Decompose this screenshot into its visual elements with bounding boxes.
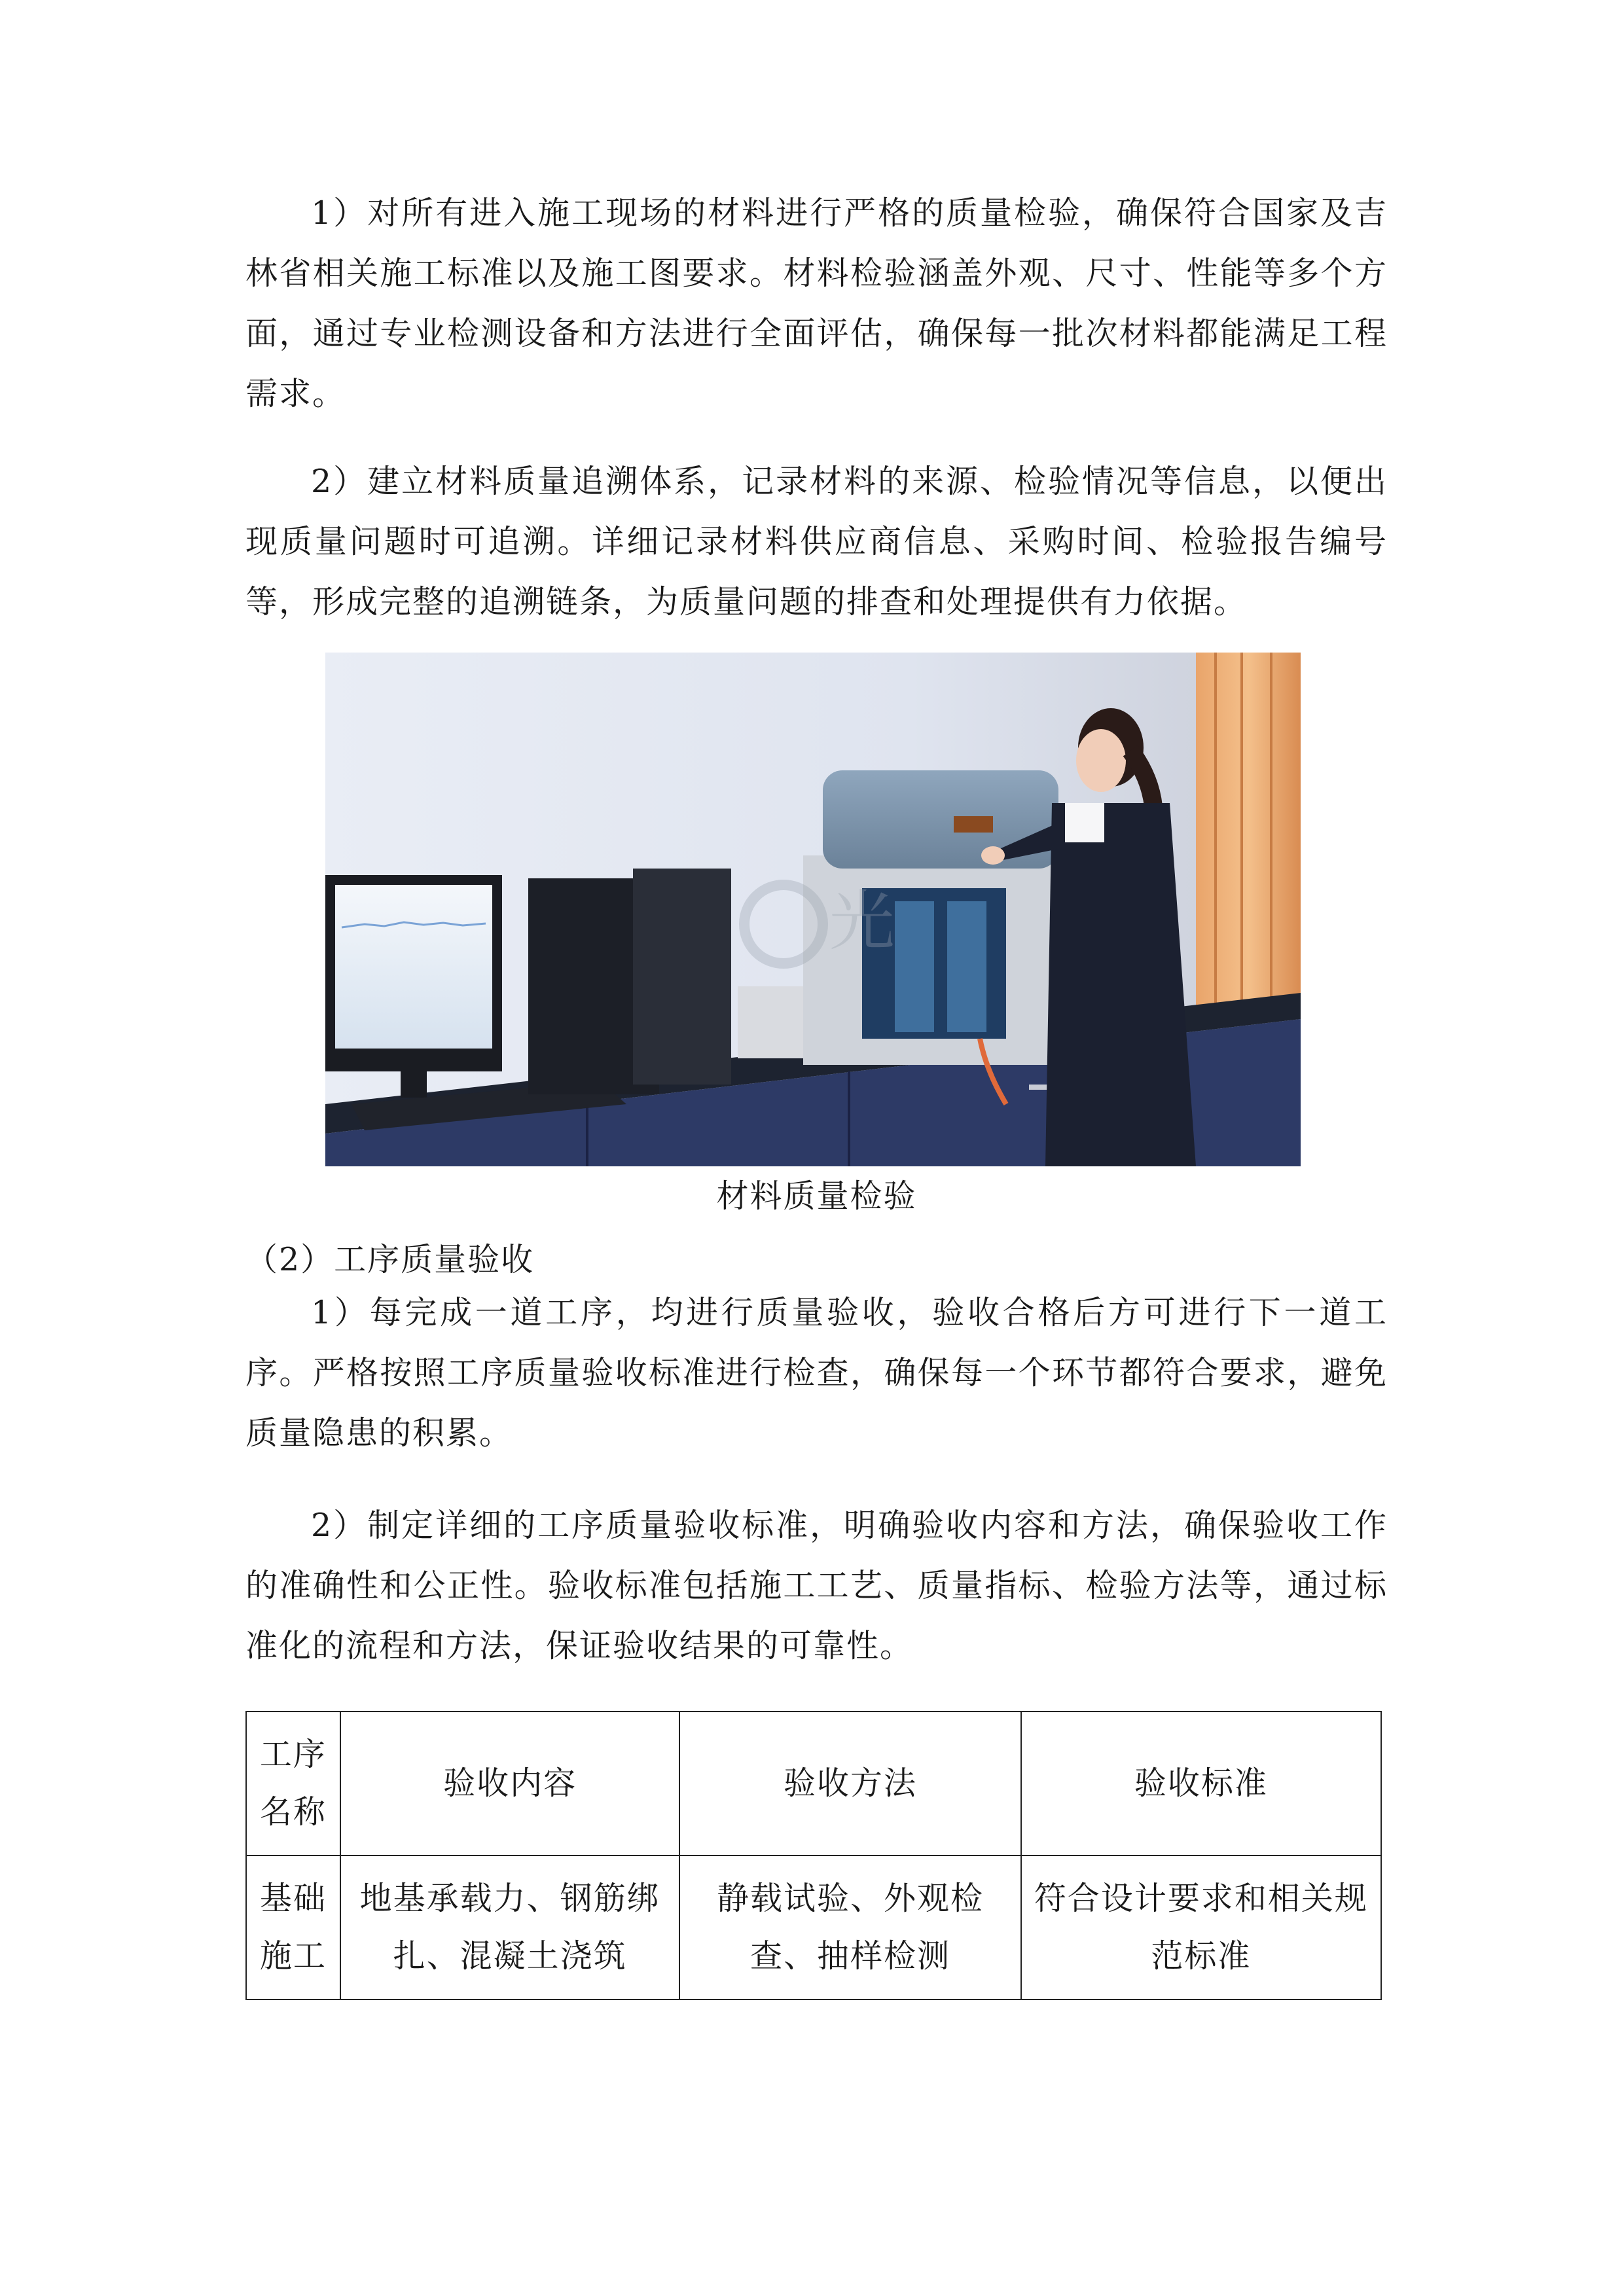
paragraph-process-acceptance: 1）每完成一道工序，均进行质量验收，验收合格后方可进行下一道工序。严格按照工序质量验收标准进行检查，确保每一个环节都符合要求，避免质量隐患的积累。 <box>245 1294 1388 1452</box>
table-header-cell: 验收内容 <box>340 1712 679 1856</box>
figure-caption: 材料质量检验 <box>716 1177 917 1215</box>
watermark-text: 光 <box>829 883 895 960</box>
acceptance-table <box>245 1711 1382 2000</box>
table-header-cell: 工序名称 <box>246 1712 340 1856</box>
lab-inspection-photo <box>325 653 1301 1166</box>
table-cell: 基础施工 <box>246 1856 340 2000</box>
table-header-row <box>246 1712 1381 1856</box>
table-row <box>246 1856 1381 2000</box>
paragraph-material-inspection: 1）对所有进入施工现场的材料进行严格的质量检验，确保符合国家及吉林省相关施工标准以及施工图要求。材料检验涵盖外观、尺寸、性能等多个方面，通过专业检测设备和方法进行全面评估，确保每一批次材料都能满足工程需求。 <box>245 194 1388 412</box>
table-header-cell: 验收标准 <box>1021 1712 1381 1856</box>
table-header-cell: 验收方法 <box>679 1712 1020 1856</box>
table-cell: 符合设计要求和相关规范标准 <box>1021 1856 1381 2000</box>
table-cell: 静载试验、外观检查、抽样检测 <box>679 1856 1020 2000</box>
table-cell: 地基承载力、钢筋绑扎、混凝土浇筑 <box>340 1856 679 2000</box>
paragraph-material-traceability: 2）建立材料质量追溯体系，记录材料的来源、检验情况等信息，以便出现质量问题时可追溯。详细记录材料供应商信息、采购时间、检验报告编号等，形成完整的追溯链条，为质量问题的排查和处理提供有力依据。 <box>245 463 1388 620</box>
section-heading: （2）工序质量验收 <box>245 1241 535 1278</box>
paragraph-acceptance-standards: 2）制定详细的工序质量验收标准，明确验收内容和方法，确保验收工作的准确性和公正性。验收标准包括施工工艺、质量指标、检验方法等，通过标准化的流程和方法，保证验收结果的可靠性。 <box>245 1507 1388 1664</box>
